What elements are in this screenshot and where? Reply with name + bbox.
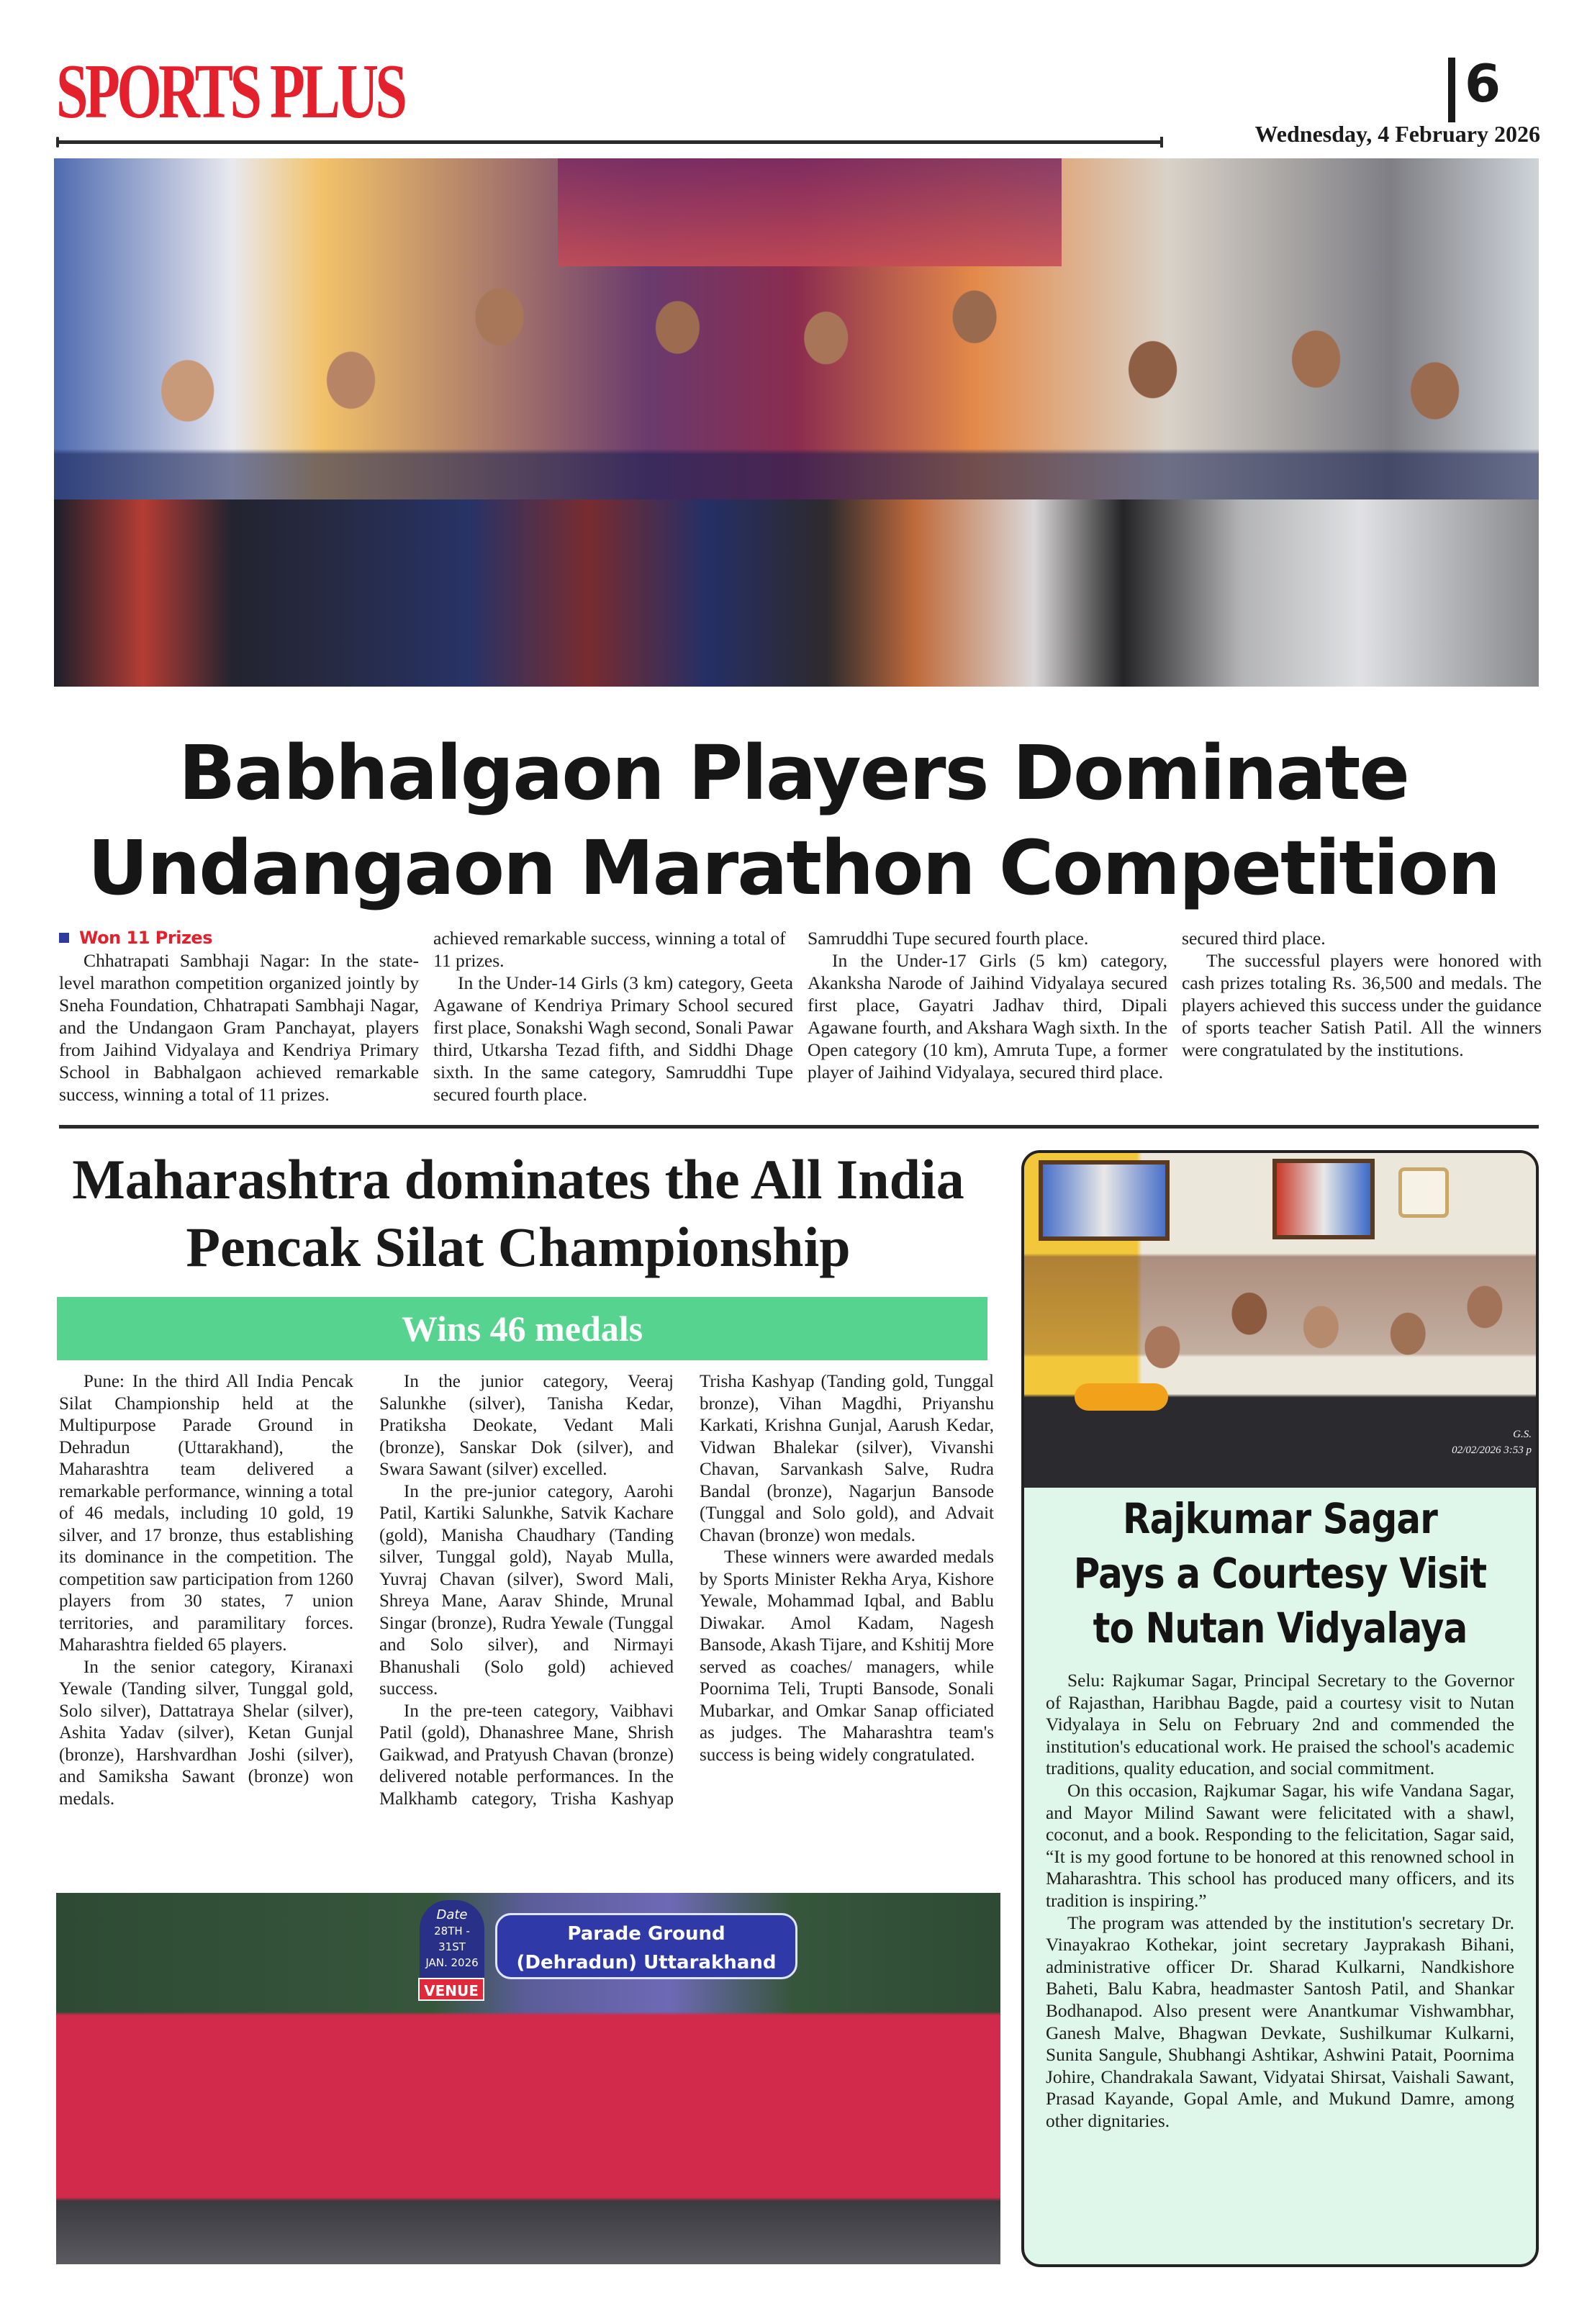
silat-story-body (59, 1371, 995, 1875)
silat-paragraph-1: Pune: In the third All India Pencak Silat Championship held at the Multipurpose Parade Ground in Dehradun (Uttarakhand), the Maharashtra team delivered a remarkable performance, winning a total of 46 medals, including 10 gold, 19 silver, and 17 bronze, thus establishing its dominance in the competition. The competition saw participation from 1260 players from 30 states, 7 union territories, and paramilitary forces. Maharashtra fielded 65 players. (59, 1372, 353, 1655)
silat-team-photo (56, 1893, 1000, 2264)
sagar-visit-photo (1024, 1153, 1536, 1488)
silat-column-3 (700, 1371, 994, 1875)
lead-column-4 (1182, 927, 1542, 1111)
photo-venue-line2: (Dehradun) Uttarakhand (516, 1952, 777, 1973)
photo-date-month: JAN. 2026 (425, 1956, 479, 1969)
photo-timestamp-watermark (1431, 1426, 1532, 1462)
watermark-initials: G.S. (1513, 1429, 1532, 1440)
lead-headline-line2: Undangaon Marathon Competition (87, 824, 1500, 912)
section-divider (59, 1125, 1539, 1129)
lead-paragraph-3: In the Under-17 Girls (5 km) category, Akanksha Narode of Jaihind Vidyalaya secured first place, Gayatri Jadhav third, Dipali Agawane fourth, and Akshara Wagh sixth. In the Open category (10 km), Amruta Tupe, a former player of Jaihind Vidyalaya, secured third place. (808, 950, 1167, 1082)
header-rule (58, 140, 1163, 144)
lead-paragraph-4: The successful players were honored with cash prizes totaling Rs. 36,500 and medals. The players achieved this success under the guidance of sports teacher Satish Patil. All the winners were congratulated by the institutions. (1182, 950, 1542, 1060)
silat-column-1 (59, 1371, 353, 1875)
silat-paragraph-5-cont: Trisha Kashyap (Tanding gold, Tunggal bronze), Vihan Magdhi, Priyanshu Karkati, Krishna Gunjal, Aarush Kedar, Vidwan Bhalekar (silver), Vivanshi Chavan, Sarvankash Salve, Rudra Bandal (bronze), Nagarjun Bansode (Tunggal and Solo gold), and Advait Chavan (bronze) won medals. (700, 1372, 994, 1545)
lead-paragraph-2-cont: Samruddhi Tupe secured fourth place. (808, 928, 1089, 949)
sagar-paragraph-1: Selu: Rajkumar Sagar, Principal Secretary to the Governor of Rajasthan, Haribhau Bagde, paid a courtesy visit to Nutan Vidyalaya in Selu on February 2nd and commended the institution's educational work. He praised the school's academic traditions, quality education, and social commitment. (1046, 1670, 1514, 1779)
photo-venue-line1: Parade Ground (567, 1923, 725, 1945)
lead-photo-marathon-winners (54, 158, 1539, 687)
lead-headline-line1: Babhalgaon Players Dominate (178, 729, 1409, 817)
lead-paragraph-1-cont: achieved remarkable success, winning a total of 11 prizes. (433, 928, 786, 971)
sagar-story-box (1021, 1150, 1539, 2267)
photo-flower-garland (1075, 1383, 1168, 1411)
lead-column-1 (59, 927, 419, 1111)
photo-venue-tag: VENUE (418, 1978, 484, 2001)
photo-venue-banner (495, 1913, 797, 1979)
sagar-story-body (1046, 1670, 1514, 2249)
watermark-datetime: 02/02/2026 3:53 p (1452, 1444, 1532, 1456)
lead-column-3 (808, 927, 1167, 1111)
photo-date-badge (420, 1900, 484, 1986)
photo-portrait-frames-center (1272, 1159, 1375, 1239)
photo-date-range: 28TH - 31ST (434, 1925, 470, 1953)
silat-paragraph-2: In the senior category, Kiranaxi Yewale (Tanding silver, Tunggal gold, Solo silver), Dattatraya Shelar (silver), Ashita Yadav (silver), Ketan Gunjal (bronze), Harshvardhan Joshi (silver), and Samiksha Sawant (bronze) won medals. (59, 1657, 353, 1809)
page-number-divider (1448, 58, 1455, 122)
silat-subheadline: Wins 46 medals (57, 1297, 987, 1360)
lead-kicker (59, 927, 419, 949)
photo-seated-row (54, 499, 1539, 687)
silat-paragraph-4: In the pre-junior category, Aarohi Patil, Kartiki Salunkhe, Satvik Kachare (gold), Manisha Chaudhary (Tanding silver, Tunggal gold), Nayab Mulla, Yuvraj Chavan (silver), Sword Mali, Shreya Mane, Aarav Shinde, Mrunal Singar (bronze), Rudra Yewale (Tunggal and Solo silver), and Nirmayi Bhanushali (Solo gold) achieved success. (379, 1481, 674, 1699)
sagar-paragraph-2: On this occasion, Rajkumar Sagar, his wife Vandana Sagar, and Mayor Milind Sawant were felicitated with a shawl, coconut, and a book. Responding to the felicitation, Sagar said, “It is my good fortune to be honored at this renowned school in Maharashtra. This school has produced many officers, and its tradition is inspiring.” (1046, 1780, 1514, 1911)
wall-clock-icon (1398, 1167, 1449, 1218)
silat-column-2 (379, 1371, 674, 1875)
lead-headline (43, 725, 1544, 913)
photo-date-label: Date (436, 1907, 468, 1922)
sagar-headline: Rajkumar Sagar Pays a Courtesy Visit to Nutan Vidyalaya (1073, 1494, 1487, 1652)
lead-column-2 (433, 927, 793, 1111)
page-number: 6 (1465, 53, 1501, 114)
photo-portrait-frames (1039, 1160, 1170, 1241)
silat-headline: Maharashtra dominates the All India Pencak Silat Championship (72, 1148, 964, 1278)
lead-paragraph-3-cont: secured third place. (1182, 928, 1326, 949)
sagar-paragraph-3: The program was attended by the institution's secretary Dr. Vinayakrao Kothekar, joint secretary Jayprakash Bihani, administrative officer Dr. Sharad Kulkarni, Nandkishore Baheti, Balu Kabra, headmaster Santosh Patil, and Shankar Bodhanapod. Also present were Anantkumar Vishwambhar, Ganesh Malve, Bhagwan Devkate, Sushilkumar Kulkarni, Sunita Sangule, Shubhangi Ashtikar, Ashwini Patait, Poornima Johire, Chandrakala Sawant, Vidyatai Shirsat, Vaishali Sawant, Prasad Kayande, Gopal Amle, and Mukund Damre, among other dignitaries. (1046, 1912, 1514, 2131)
silat-paragraph-3: In the junior category, Veeraj Salunkhe (silver), Tanisha Kedar, Pratiksha Deokate, Vedant Mali (bronze), Sanskar Dok (silver), and Swara Sawant (silver) excelled. (379, 1372, 674, 1479)
issue-date: Wednesday, 4 February 2026 (1254, 121, 1540, 147)
lead-kicker-text: Won 11 Prizes (79, 928, 212, 948)
lead-paragraph-1: Chhatrapati Sambhaji Nagar: In the state-level marathon competition organized jointly by Sneha Foundation, Chhatrapati Sambhaji Nagar, and the Undangaon Gram Panchayat, players from Jaihind Vidyalaya and Kendriya Primary School in Babhalgaon achieved remarkable success, winning a total of 11 prizes. (59, 950, 419, 1105)
photo-backdrop-banner (558, 158, 1062, 266)
silat-paragraph-6: These winners were awarded medals by Sports Minister Rekha Arya, Kishore Yewale, Mohammad Iqbal, and Bablu Diwakar. Amol Kadam, Nagesh Bansode, Akash Tijare, and Kshitij More served as coaches/ managers, while Poornima Teli, Trupti Bansode, Sonali Mubarkar, and Omkar Sanap officiated as judges. The Maharashtra team's success is being widely congratulated. (700, 1547, 995, 1765)
lead-story-body (59, 927, 1542, 1111)
silat-paragraph-5: In the pre-teen category, Vaibhavi Patil (gold), Dhanashree Mane, Shrish Gaikwad, and Pratyush Chavan (bronze) delivered notable performances. In the Malkhamb category, Trisha Kashyap (379, 1701, 674, 1809)
lead-paragraph-2: In the Under-14 Girls (3 km) category, Geeta Agawane of Kendriya Primary School secured first place, Sonakshi Wagh second, Sonali Pawar third, Utkarsha Tezad fifth, and Siddhi Dhage sixth. In the same category, Samruddhi Tupe secured fourth place. (433, 972, 793, 1105)
kicker-square-icon (59, 933, 69, 943)
section-title: SPORTS PLUS (56, 49, 404, 135)
